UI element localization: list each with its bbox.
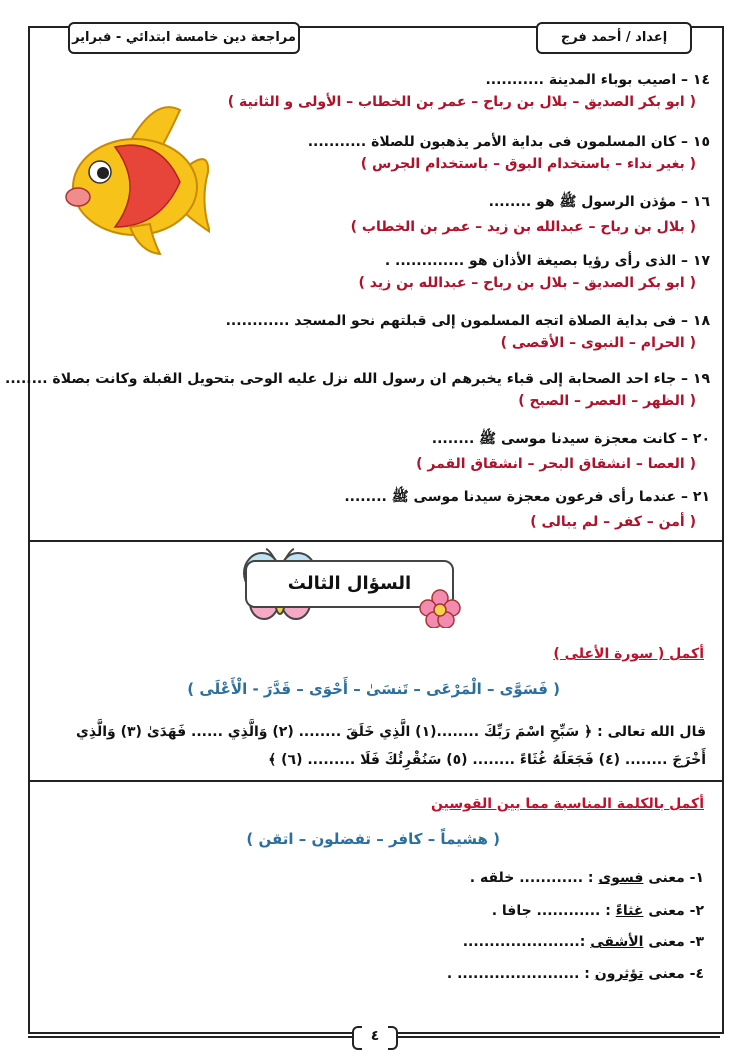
fish-illustration xyxy=(60,102,210,262)
verse-word-bank: ( فَسَوَّى – الْمَرْعَى – تَنسَىٰ – أَحْوَى – قَدَّرَ - الْأَعْلَى ) xyxy=(187,680,560,698)
question-16: ١٦ – مؤذن الرسول ﷺ هو ........ ( بلال بن رباح – عبدالله بن زيد – عمر بن الخطاب ) xyxy=(350,194,710,235)
flower-icon xyxy=(418,588,462,628)
meaning-item: ٢- معنى غثاءً : ............ جافا . xyxy=(491,903,704,919)
subject-box: مراجعة دين خامسة ابتدائي - فبراير xyxy=(68,22,300,54)
question-20: ٢٠ – كانت معجزة سيدنا موسى ﷺ ........ ( العصا – انشقاق البحر – انشقاق القمر ) xyxy=(416,431,710,472)
meaning-item: ٤- معنى تؤثرون : ....................... . xyxy=(446,966,704,982)
question-18: ١٨ – فى بداية الصلاة اتجه المسلمون إلى قبلتهم نحو المسجد ............ ( الحرام – النبوى – الأقصى ) xyxy=(225,313,710,351)
section-divider xyxy=(28,780,724,782)
meaning-heading: أكمل بالكلمة المناسبة مما بين القوسين xyxy=(431,796,704,812)
author-box: إعداد / أحمد فرج xyxy=(536,22,692,54)
section-divider xyxy=(28,540,724,542)
question-14: ١٤ – اصيب بوباء المدينة ........... ( ابو بكر الصديق – بلال بن رباح – عمر بن الخطاب – الأولى و الثانية ) xyxy=(227,72,710,110)
question-21: ٢١ – عندما رأى فرعون معجزة سيدنا موسى ﷺ ........ ( أمن – كفر – لم يبالى ) xyxy=(344,489,710,530)
meaning-word-bank: ( هشيماً – كافر – تفضلون – اتقن ) xyxy=(246,830,500,848)
question-15: ١٥ – كان المسلمون فى بداية الأمر يذهبون للصلاة ........... ( بغير نداء – باستخدام البوق – باستخدام الجرس ) xyxy=(307,134,710,172)
meaning-item: ١- معنى فسوى : ............ خلقه . xyxy=(469,870,704,886)
verse-line-1: قال الله تعالى : ﴿ سَبِّحِ اسْمَ رَبِّكَ ........(١) الَّذِي خَلَقَ ........ (٢) وَالَّذِي ...... فَهَدَىٰ (٣) وَالَّذِي xyxy=(76,724,706,740)
complete-heading: أكمل ( سورة الأعلى ) xyxy=(553,646,704,662)
question-17: ١٧ – الذى رأى رؤيا بصيغة الأذان هو ............. . ( ابو بكر الصديق – بلال بن رباح – عبدالله بن زيد ) xyxy=(358,253,710,291)
question-19: ١٩ – جاء احد الصحابة إلى قباء يخبرهم ان رسول الله نزل عليه الوحى بتحويل القبلة وكانت بصلاة ........ ( الظهر – العصر – الصبح ) xyxy=(5,371,710,409)
section3-title: السؤال الثالث xyxy=(245,560,454,608)
page-number: ٤ xyxy=(354,1022,396,1050)
verse-line-2: أَخْرَجَ ........ (٤) فَجَعَلَهُ غُثَاءً ........ (٥) سَنُقْرِئُكَ فَلَا ......... (٦) ﴾ xyxy=(268,752,706,768)
meaning-item: ٣- معنى الأشقى :...................... xyxy=(462,934,704,950)
